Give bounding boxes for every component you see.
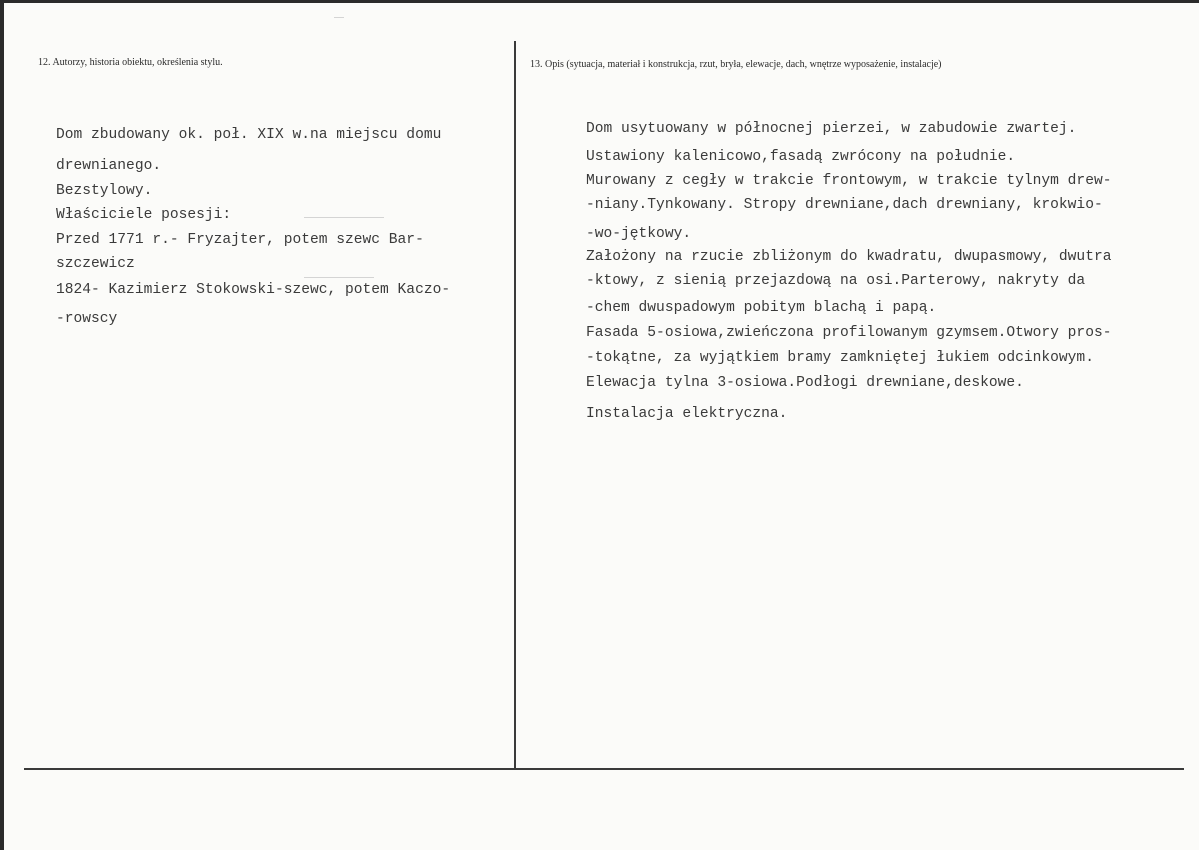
guide-dash: [304, 277, 374, 278]
text-line: Przed 1771 r.- Fryzajter, potem szewc Bar-: [56, 232, 424, 248]
text-line: -rowscy: [56, 311, 118, 327]
text-line: Założony na rzucie zbliżonym do kwadratu, dwupasmowy, dwutra: [586, 249, 1112, 265]
text-line: Ustawiony kalenicowo,fasadą zwrócony na południe.: [586, 149, 1016, 165]
text-line: drewnianego.: [56, 158, 162, 174]
guide-dash: [334, 17, 344, 18]
text-line: Dom zbudowany ok. poł. XIX w.na miejscu domu: [56, 127, 442, 143]
text-line: Bezstylowy.: [56, 183, 153, 199]
text-line: Murowany z cegły w trakcie frontowym, w trakcie tylnym drew-: [586, 173, 1112, 189]
guide-dash: [304, 217, 384, 218]
text-line: -niany.Tynkowany. Stropy drewniane,dach drewniany, krokwio-: [586, 197, 1103, 213]
text-line: Właściciele posesji:: [56, 207, 232, 223]
text-line: Elewacja tylna 3-osiowa.Podłogi drewniane,deskowe.: [586, 375, 1024, 391]
text-line: -tokątne, za wyjątkiem bramy zamkniętej łukiem odcinkowym.: [586, 350, 1094, 366]
text-line: Dom usytuowany w północnej pierzei, w zabudowie zwartej.: [586, 121, 1077, 137]
text-line: Instalacja elektryczna.: [586, 406, 788, 422]
text-line: Fasada 5-osiowa,zwieńczona profilowanym gzymsem.Otwory pros-: [586, 325, 1112, 341]
text-line: 1824- Kazimierz Stokowski-szewc, potem Kaczo-: [56, 282, 451, 298]
text-line: -chem dwuspadowym pobitym blachą i papą.: [586, 300, 937, 316]
text-line: -ktowy, z sienią przejazdową na osi.Parterowy, nakryty da: [586, 273, 1086, 289]
text-line: -wo-jętkowy.: [586, 226, 692, 242]
column-divider: [514, 41, 516, 768]
section-12-heading: 12. Autorzy, historia obiektu, określenia stylu.: [38, 57, 223, 68]
text-line: szczewicz: [56, 256, 135, 272]
section-13-heading: 13. Opis (sytuacja, materiał i konstrukcja, rzut, bryła, elewacje, dach, wnętrze wyposażenie, instalacje): [530, 59, 942, 70]
bottom-rule: [24, 768, 1184, 770]
